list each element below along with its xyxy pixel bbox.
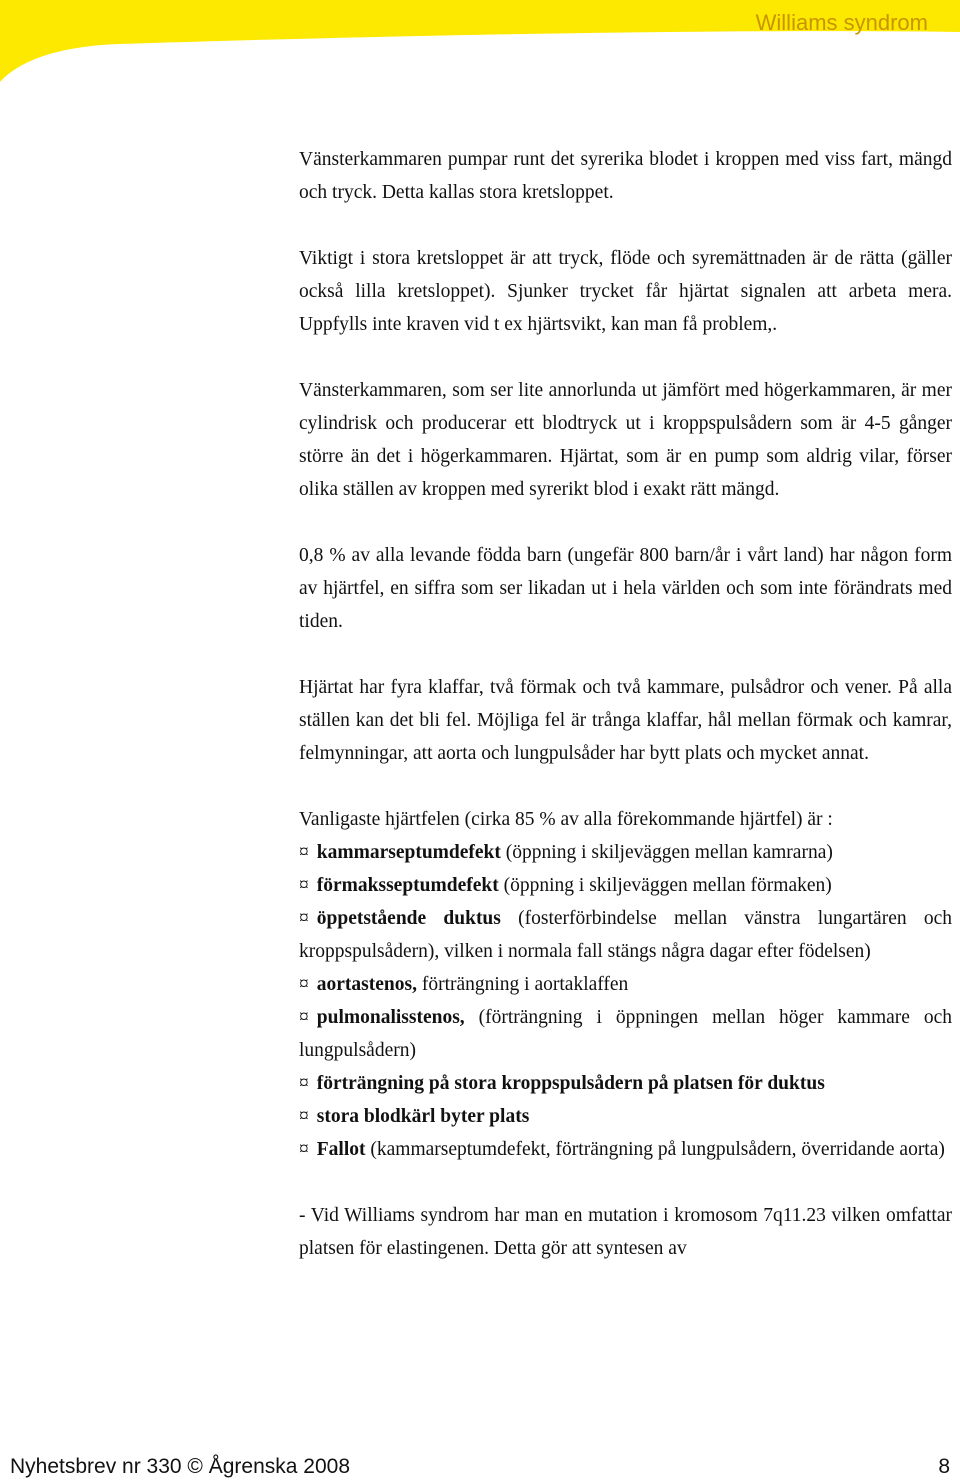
bullet-icon: ¤: [299, 875, 309, 896]
bullet-icon: ¤: [299, 1106, 309, 1127]
list-item: [299, 1100, 952, 1133]
bullet-icon: ¤: [299, 974, 309, 995]
list-item: [299, 902, 952, 968]
defect-term: förträngning på stora kroppspulsådern på platsen för duktus: [316, 1073, 825, 1094]
list-item: [299, 869, 952, 902]
article-body: [299, 143, 952, 1265]
defect-description: (öppning i skiljeväggen mellan förmaken): [498, 875, 832, 896]
defect-term: förmaksseptumdefekt: [316, 875, 499, 896]
header-title: Williams syndrom: [755, 10, 928, 35]
list-item: [299, 1067, 952, 1100]
defect-term: kammarseptumdefekt: [316, 842, 501, 863]
defect-description: (förträngning i öppningen mellan höger kammare och lungpulsådern): [299, 1007, 952, 1061]
defect-description: förträngning i aortaklaffen: [416, 974, 629, 995]
defect-term: öppetstående duktus: [316, 908, 501, 929]
header-band: [0, 0, 960, 82]
heart-defects-list: [299, 803, 952, 1166]
bullet-icon: ¤: [299, 1139, 309, 1160]
paragraph: Viktigt i stora kretsloppet är att tryck, flöde och syremättnaden är de rätta (gäller också lilla kretsloppet). Sjunker trycket får hjärtat signalen att arbeta mera. Uppfylls inte kraven vid t ex hjärtsvikt, kan man få problem,.: [299, 248, 952, 335]
page-number: 8: [938, 1455, 950, 1478]
bullet-icon: ¤: [299, 842, 309, 863]
paragraph: Hjärtat har fyra klaffar, två förmak och två kammare, pulsådror och vener. På alla ställen kan det bli fel. Möjliga fel är trånga klaffar, hål mellan förmak och kamrar, felmynningar, att aorta och lungpulsåder har bytt plats och mycket annat.: [299, 677, 952, 764]
defect-term: pulmonalisstenos,: [316, 1007, 465, 1028]
footer-publication: Nyhetsbrev nr 330 © Ågrenska 2008: [10, 1455, 350, 1478]
list-item: [299, 968, 952, 1001]
closing-paragraph: - Vid Williams syndrom har man en mutation i kromosom 7q11.23 vilken omfattar platsen för elastingenen. Detta gör att syntesen av: [299, 1205, 952, 1259]
defect-term: aortastenos,: [316, 974, 417, 995]
defect-term: stora blodkärl byter plats: [316, 1106, 530, 1127]
list-item: [299, 836, 952, 869]
bullet-icon: ¤: [299, 1073, 309, 1094]
list-item: [299, 1133, 952, 1166]
defect-description: (kammarseptumdefekt, förträngning på lungpulsådern, överridande aorta): [365, 1139, 945, 1160]
bullet-icon: ¤: [299, 1007, 309, 1028]
paragraph: Vänsterkammaren pumpar runt det syrerika blodet i kroppen med viss fart, mängd och tryck. Detta kallas stora kretsloppet.: [299, 149, 952, 203]
list-intro: Vanligaste hjärtfelen (cirka 85 % av alla förekommande hjärtfel) är :: [299, 809, 833, 830]
defect-description: (fosterförbindelse mellan vänstra lungartären och kroppspulsådern), vilken i normala fall stängs några dagar efter födelsen): [299, 908, 952, 962]
paragraph: 0,8 % av alla levande födda barn (ungefär 800 barn/år i vårt land) har någon form av hjärtfel, en siffra som ser likadan ut i hela världen och som inte förändrats med tiden.: [299, 545, 952, 632]
paragraph: Vänsterkammaren, som ser lite annorlunda ut jämfört med högerkammaren, är mer cylindrisk och producerar ett blodtryck ut i kroppspulsådern som är 4-5 gånger större än det i högerkammaren. Hjärtat, som är en pump som aldrig vilar, förser olika ställen av kroppen med syrerikt blod i exakt rätt mängd.: [299, 380, 952, 500]
list-item: [299, 1001, 952, 1067]
bullet-icon: ¤: [299, 908, 309, 929]
defect-term: Fallot: [316, 1139, 366, 1160]
defect-description: (öppning i skiljeväggen mellan kamrarna): [500, 842, 833, 863]
